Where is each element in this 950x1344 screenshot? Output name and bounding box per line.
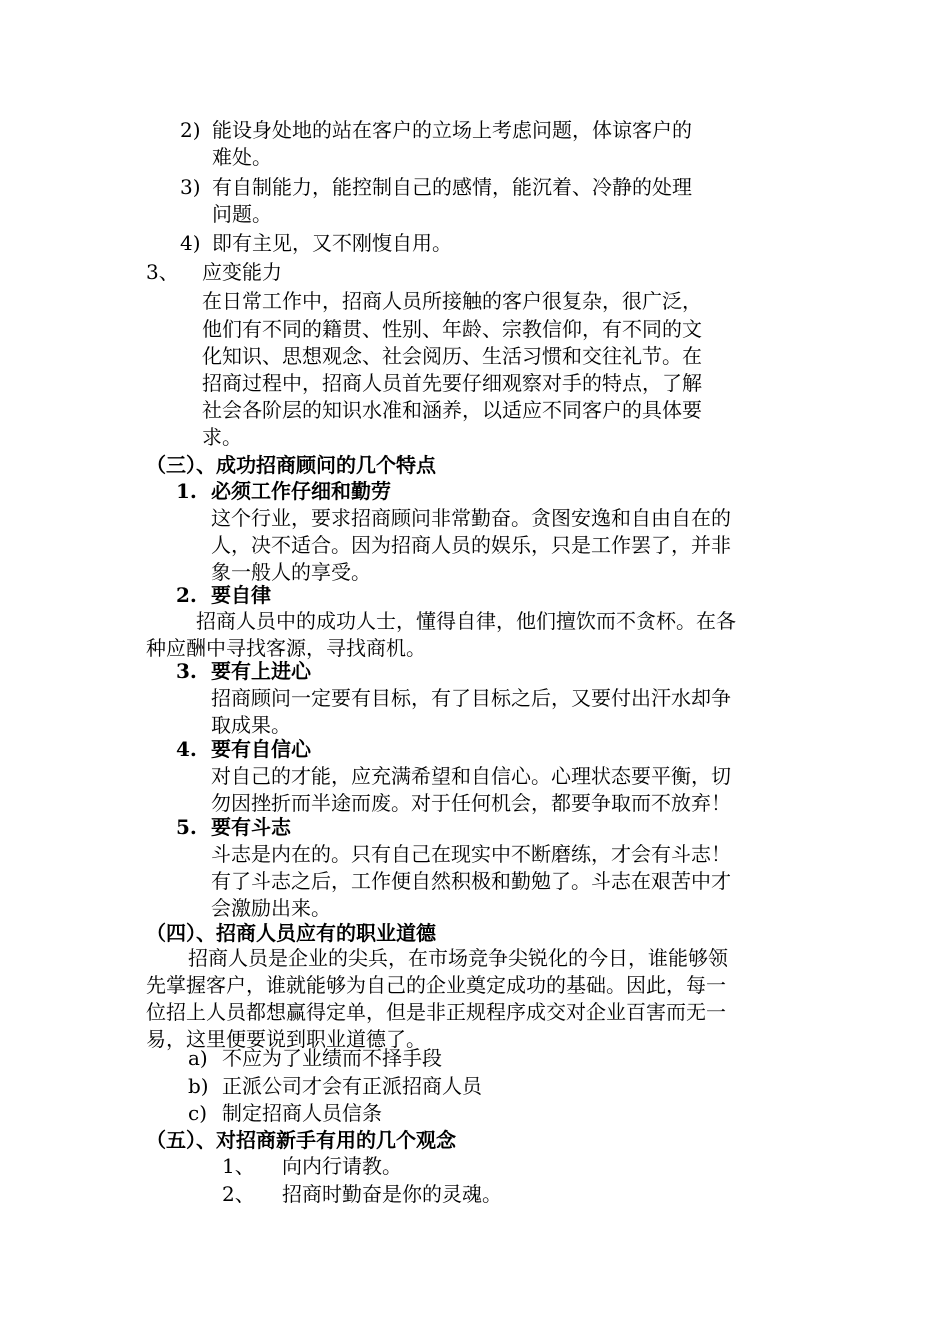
paragraph-line: 招商顾问一定要有目标，有了目标之后，又要付出汗水却争 bbox=[211, 686, 731, 710]
paragraph-line: 化知识、思想观念、社会阅历、生活习惯和交往礼节。在 bbox=[202, 344, 702, 368]
paragraph-line: 先掌握客户，谁就能够为自己的企业奠定成功的基础。因此，每一 bbox=[146, 973, 726, 997]
paragraph-line: 这个行业，要求招商顾问非常勤奋。贪图安逸和自由自在的 bbox=[211, 506, 731, 530]
list-item-number: 1、 bbox=[222, 1154, 255, 1178]
paragraph-line: 位招上人员都想赢得定单，但是非正规程序成交对企业百害而无一 bbox=[146, 1000, 726, 1024]
list-item-number: 4) bbox=[180, 231, 201, 255]
item-number: 5. bbox=[176, 815, 197, 839]
paragraph-line: 难处。 bbox=[212, 145, 272, 169]
list-item-text: 制定招商人员信条 bbox=[222, 1101, 382, 1125]
item-number: 1. bbox=[176, 479, 197, 503]
list-item-text: 正派公司才会有正派招商人员 bbox=[222, 1074, 482, 1098]
paragraph-line: 勿因挫折而半途而废。对于任何机会，都要争取而不放弃！ bbox=[211, 791, 731, 815]
paragraph-line: 在日常工作中，招商人员所接触的客户很复杂，很广泛， bbox=[202, 289, 702, 313]
item-number: 4. bbox=[176, 737, 197, 761]
paragraph-line: 招商人员中的成功人士，懂得自律，他们擅饮而不贪杯。在各 bbox=[196, 609, 736, 633]
list-item-number: a) bbox=[188, 1046, 208, 1070]
paragraph-line: 有自制能力，能控制自己的感情，能沉着、冷静的处理 bbox=[212, 175, 692, 199]
item-title: 要自律 bbox=[211, 583, 271, 607]
list-item-text: 招商时勤奋是你的灵魂。 bbox=[282, 1182, 502, 1206]
paragraph-line: 种应酬中寻找客源，寻找商机。 bbox=[146, 636, 426, 660]
paragraph-line: 即有主见，又不刚愎自用。 bbox=[212, 231, 452, 255]
item-number: 3. bbox=[176, 659, 197, 683]
paragraph-line: 对自己的才能，应充满希望和自信心。心理状态要平衡，切 bbox=[211, 764, 731, 788]
item-number: 2. bbox=[176, 583, 197, 607]
paragraph-line: 取成果。 bbox=[211, 713, 291, 737]
section-heading: （五）、对招商新手有用的几个观念 bbox=[146, 1128, 456, 1152]
item-title: 要有斗志 bbox=[211, 815, 291, 839]
list-item-number: 3) bbox=[180, 175, 201, 199]
paragraph-line: 求。 bbox=[202, 425, 242, 449]
list-item-number: c) bbox=[188, 1101, 208, 1125]
paragraph-line: 有了斗志之后，工作便自然积极和勤勉了。斗志在艰苦中才 bbox=[211, 869, 731, 893]
list-item-text: 向内行请教。 bbox=[282, 1154, 402, 1178]
paragraph-line: 斗志是内在的。只有自己在现实中不断磨练，才会有斗志！ bbox=[211, 842, 731, 866]
paragraph-line: 社会各阶层的知识水准和涵养，以适应不同客户的具体要 bbox=[202, 398, 702, 422]
section-number: 3、 bbox=[146, 260, 179, 284]
section-heading: （四）、招商人员应有的职业道德 bbox=[146, 921, 436, 945]
item-title: 要有上进心 bbox=[211, 659, 311, 683]
paragraph-line: 人，决不适合。因为招商人员的娱乐，只是工作罢了，并非 bbox=[211, 533, 731, 557]
paragraph-line: 他们有不同的籍贯、性别、年龄、宗教信仰，有不同的文 bbox=[202, 317, 702, 341]
list-item-text: 不应为了业绩而不择手段 bbox=[222, 1046, 442, 1070]
list-item-number: 2、 bbox=[222, 1182, 255, 1206]
item-title: 要有自信心 bbox=[211, 737, 311, 761]
section-title: 应变能力 bbox=[202, 260, 282, 284]
list-item-number: b) bbox=[188, 1074, 209, 1098]
section-heading: （三）、成功招商顾问的几个特点 bbox=[146, 453, 436, 477]
paragraph-line: 象一般人的享受。 bbox=[211, 560, 371, 584]
list-item-number: 2) bbox=[180, 118, 201, 142]
paragraph-line: 会激励出来。 bbox=[211, 896, 331, 920]
paragraph-line: 招商人员是企业的尖兵，在市场竞争尖锐化的今日，谁能够领 bbox=[188, 946, 728, 970]
paragraph-line: 易，这里便要说到职业道德了。 bbox=[146, 1027, 426, 1051]
item-title: 必须工作仔细和勤劳 bbox=[211, 479, 391, 503]
paragraph-line: 问题。 bbox=[212, 202, 272, 226]
paragraph-line: 能设身处地的站在客户的立场上考虑问题，体谅客户的 bbox=[212, 118, 692, 142]
paragraph-line: 招商过程中，招商人员首先要仔细观察对手的特点，了解 bbox=[202, 371, 702, 395]
